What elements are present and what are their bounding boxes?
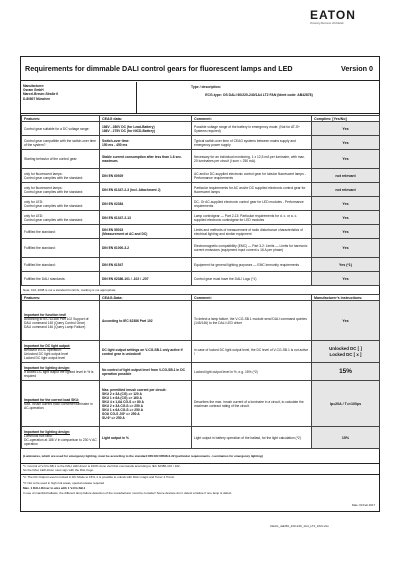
comment-cell: Describes the max. inrush current of a luminaire in a circuit, to calculate the maximum contract rating of the circuit.: [192, 381, 312, 427]
instruction-cell: 15%: [312, 427, 380, 449]
comment-cell: To detect a lamp failure, the V-CG-SB.1 module send DALI command queries (145/146) to the DALI LED driver: [192, 301, 312, 341]
brand-tagline: Powering Business Worldwide: [310, 22, 344, 25]
comment-cell: AC and/or DC-supplied electronic control gear for tubular fluorescent lamps - Performance requirements: [192, 169, 312, 183]
table-row: [22, 341, 380, 363]
title-bar: [21, 57, 379, 81]
table-row: [22, 136, 380, 150]
table-row: [22, 225, 380, 239]
manufacturer-line: Osram GmbH: [23, 88, 44, 93]
col-header: Comment:: [192, 295, 312, 301]
feature-text: Max. inrush current each converter/luminaire in AC-operation:: [24, 401, 93, 410]
header-info: [21, 82, 379, 114]
feature-cell: [22, 427, 100, 449]
document-date: Date: 03.Feb.2017: [351, 503, 375, 507]
col-header: Manufacturer's instructions:: [312, 295, 380, 301]
manufacturer-line: Marcel-Breuer-Straße 6: [23, 92, 59, 97]
brand-name: EATON: [310, 8, 356, 22]
footnote: *2: The DC Output Level is locked in DC Mode to 15%, it is possible to unlock with DALI magic and Tuner 4 Tronic.: [23, 475, 176, 479]
ceag-data-cell: DIN EN 61347-2-3 (incl. Attachment J): [100, 183, 192, 197]
comment-cell: Electromagnetic compatibility (EMC) — Part 3-2: Limits — Limits for harmonic current emissions (equipment input current ≤ 16 A per phase): [192, 239, 312, 258]
manufacturer-block: [23, 84, 133, 101]
type-value: ECG-type: OS DALI 60/220-240/1A4 LT2 FAN (Ident code: AB42878): [205, 93, 313, 97]
table-row: [22, 211, 380, 225]
feature-heading: Important for function test!: [24, 312, 67, 317]
feature-cell: Control gear compatible with the switch-over time of the system?: [22, 136, 100, 150]
feature-heading: Important for DC light output:: [24, 343, 71, 348]
feature-heading: Important for lighting design:: [24, 365, 70, 370]
feature-cell: Fulfilled the DALI standards:: [22, 272, 100, 286]
instruction-cell: Unlocked DC [ ] Locked DC [ x ]: [312, 341, 380, 363]
ceag-data-cell: According to IEC 62386 Part 102: [100, 301, 192, 341]
feature-heading: Important for lighting design:: [24, 429, 70, 434]
feature-text: Luminous flux ratio: DC-operation at 186 V in comparison to 230 V AC operation: [24, 433, 97, 446]
ceag-data-cell: DC light output settings on V-CG-SB.1 only active if control gear is unlocked!: [100, 341, 192, 363]
file-name: CEAG_dali/60_220-240_1A4_LT2_FAN.xlsx: [270, 524, 329, 528]
footnote: Max. 1 DALI-Driver to wire with 1 V-CG-SB.1: [23, 486, 86, 490]
version-label: Version 0: [341, 64, 373, 73]
manufacturer-line: D-80807 München: [23, 96, 51, 101]
ceag-data-cell: DIN EN 62384: [100, 197, 192, 211]
ceag-data-cell: Light output in %: [100, 427, 192, 449]
footnote: *1: Control of V-CG-SB.1 to the DALI LED driver is 100% done via DALI-commands according to IEC 62386-101 / 102.: [23, 464, 181, 468]
complies-cell: Yes: [312, 211, 380, 225]
type-label: Type / description:: [191, 85, 221, 89]
table-row: [22, 363, 380, 381]
feature-cell: [22, 341, 100, 363]
requirements-form: [20, 56, 380, 512]
complies-cell: Yes: [312, 272, 380, 286]
feature-cell: [22, 301, 100, 341]
feature-cell: Control gear suitable for a DC voltage range:: [22, 122, 100, 136]
comment-cell: Locked light output level in %, e.g. 15% (*2): [192, 363, 312, 381]
table-row: [22, 258, 380, 272]
comment-cell: Necessary for an individual monitoring, 1 x 12,5 mA per luminaire, with max. 20 luminaires per circuit (I sum = 250 mA).: [192, 150, 312, 169]
feature-cell: Fulfilled the standard:: [22, 258, 100, 272]
feature-cell: Starting behavior of the control gear:: [22, 150, 100, 169]
ceag-data-cell: Max. permitted inrush current per circuit: SKU 2 x 3A (CG) => 120 A SKU 1 x 6A (CG) => 160 A SKU 4 x 1,6A CG-S => 80 A SKU 2 x 3A CG-S => 250 A SKU 1 x 6A CG-S => 250 A SOU CG-S J/S² => 250 A SU 6² => 250 A: [100, 381, 192, 427]
complies-cell: Yes: [312, 136, 380, 150]
feature-text: If locked DC light output the lighted level in % is required: [24, 369, 94, 378]
col-header: Comment:: [192, 116, 312, 122]
table-note: Note: 102, 2008 is not a standard for ECG, marking is not appropriate: [23, 288, 116, 292]
ceag-data-cell: DIN EN 61347-2-13: [100, 211, 192, 225]
table-row: [22, 272, 380, 286]
table-row: [22, 239, 380, 258]
page-title: Requirements for dimmable DALI control gears for fluorescent lamps and LED: [25, 64, 293, 73]
luminaire-note: (Luminaires, which are used for emergency lighting, must be according to the standard DIN EN 60598-2-22 (particular requirements - Luminaires for emergency lighting): [23, 454, 263, 458]
feature-cell: only for LED: Control gear complies with the standard:: [22, 197, 100, 211]
col-header: CEAG data:: [100, 116, 192, 122]
ceag-data-cell: Switch-over time: 150 ms - 450 ms: [100, 136, 192, 150]
ceag-data-cell: DIN EN 62386-101 / -102 / -207: [100, 272, 192, 286]
requirements-table: [21, 115, 380, 286]
comment-cell: Limits and methods of measurement of radio disturbance characteristics of electrical lighting and similar equipment: [192, 225, 312, 239]
complies-cell: Yes: [312, 225, 380, 239]
ceag-data-cell: Stable current consumption after less than 1.6 sec. maximum.: [100, 150, 192, 169]
ceag-data-cell: DIN EN 60929: [100, 169, 192, 183]
complies-cell: Yes: [312, 150, 380, 169]
instructions-table: [21, 294, 380, 449]
feature-cell: only for LED: Control gear complies with the standard:: [22, 211, 100, 225]
table-row: [22, 427, 380, 449]
comment-cell: Lamp controlgear — Part 2-13: Particular requirements for d. c. or a. c. supplied electronic controlgear for LED modules: [192, 211, 312, 225]
eaton-logo: [310, 8, 380, 25]
table-row: [22, 122, 380, 136]
complies-cell: not relevant: [312, 169, 380, 183]
ceag-data-cell: DIN EN 55015 (Measurement at AC and DC): [100, 225, 192, 239]
feature-text: According to IEC 62386 Part 102 Support of: DALI command 145 (Query Control Gear) DALI command 146 (Query Lamp Failure): [24, 316, 90, 329]
footnote: *3: Not to be used in high risk areas, special release required: [23, 481, 105, 485]
table-row: [22, 197, 380, 211]
instruction-cell: Yes: [312, 301, 380, 341]
complies-cell: Yes: [312, 239, 380, 258]
comment-cell: Control gear must have the DALI Logo (*1): [192, 272, 312, 286]
complies-cell: Yes: [312, 197, 380, 211]
feature-cell: [22, 381, 100, 427]
col-header: Complies: [Yes/No]: [312, 116, 380, 122]
instruction-cell: 15%: [312, 363, 380, 381]
footnote: In use of manifold ballasts, the different lamp failure detection of the manufacturer must be consider! Some devices don´t detect a failure if one lamp is defect.: [23, 491, 233, 495]
feature-text: Behavior in DC operation: Unlocked DC light output level Locked DC light output level: [24, 347, 69, 360]
feature-cell: [22, 363, 100, 381]
instruction-cell: Ip=20A / T=<100µs: [312, 381, 380, 427]
table-row: [22, 183, 380, 197]
ceag-data-cell: 186V - 280V DC (for Lead-Battery) 186V - 275V DC (for NiCD-Battery): [100, 122, 192, 136]
table-row: [22, 169, 380, 183]
feature-cell: only for fluorescent lamps: Control gear complies with the standard:: [22, 183, 100, 197]
comment-cell: Equipment for general lighting purposes — EMC immunity requirements: [192, 258, 312, 272]
feature-cell: only for fluorescent lamps: Control gear complies with the standard:: [22, 169, 100, 183]
table-row: [22, 301, 380, 341]
ceag-data-cell: DIN EN 61547: [100, 258, 192, 272]
comment-cell: In case of locked DC light output level, the DC level of V-CG-SB.1 is not active !: [192, 341, 312, 363]
complies-cell: Yes: [312, 122, 380, 136]
comment-cell: Particular requirements for AC and/or DC supplied electronic control gear for fluorescent lamps: [192, 183, 312, 197]
footnote: So the DALI LED driver must sign with the DALI logo.: [23, 468, 94, 472]
table-row: [22, 150, 380, 169]
table-row: [22, 381, 380, 427]
complies-cell: not relevant: [312, 183, 380, 197]
comment-cell: DC- Or AC-supplied electronic control gear for LED modules - Performance requirements: [192, 197, 312, 211]
complies-cell: Yes (*1): [312, 258, 380, 272]
manufacturer-label: Manufacturer:: [23, 84, 45, 88]
comment-cell: Typical switch-over time of CEAG systems between mains supply and emergency power supply: [192, 136, 312, 150]
col-header: Features:: [22, 116, 100, 122]
col-header: CEAG-Data:: [100, 295, 192, 301]
ceag-data-cell: No control of light output level from V-CG-SB.1 in DC operation possible: [100, 363, 192, 381]
col-header: Features:: [22, 295, 100, 301]
comment-cell: Light output in battery operation of the ballast, for the light calculation (*2): [192, 427, 312, 449]
feature-cell: Fulfilled the standard:: [22, 239, 100, 258]
comment-cell: Possible voltage range of the battery in emergency mode. (Not for AT-S+ Systems required): [192, 122, 312, 136]
ceag-data-cell: DIN EN 61000-3-2: [100, 239, 192, 258]
header-divider: [136, 82, 137, 113]
feature-cell: Fulfilled the standard:: [22, 225, 100, 239]
feature-heading: Important for the correct load SKU:: [24, 397, 80, 402]
